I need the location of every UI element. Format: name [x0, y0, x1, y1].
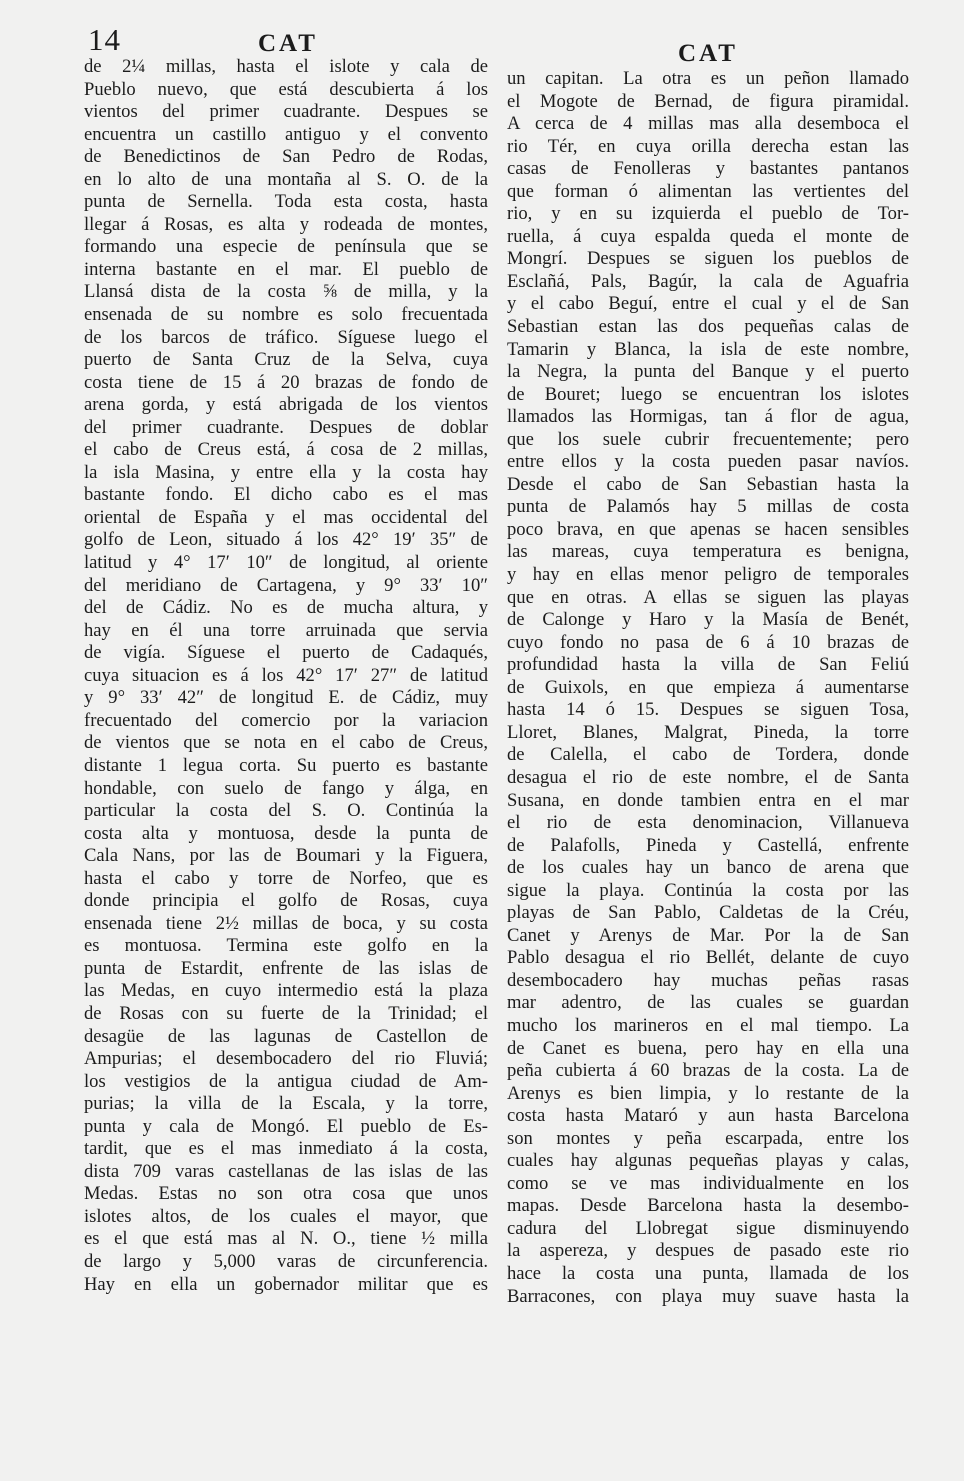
- text-line: sigue la playa. Continúa la costa por las: [507, 879, 909, 901]
- text-line: puerto de Santa Cruz de la Selva, cuya: [84, 349, 488, 371]
- text-line: de 2¼ millas, hasta el islote y cala de: [84, 56, 488, 77]
- text-line: Canet y Arenys de Mar. Por la de San: [507, 924, 909, 946]
- text-line: y hay en ellas menor peligro de temporales: [507, 564, 909, 586]
- text-line: las mareas, cuya temperatura es benigna,: [507, 541, 909, 563]
- text-line: playas de San Pablo, Caldetas de la Créu,: [507, 902, 909, 924]
- text-line: son montes y peña escarpada, entre los: [507, 1127, 909, 1149]
- right-text-column: [507, 68, 909, 1308]
- text-line: Sebastian estan las dos pequeñas calas de: [507, 316, 909, 338]
- text-line: Pablo desagua el rio Bellét, delante de cuyo: [507, 947, 909, 969]
- text-line: cuales hay algunas pequeñas playas y calas,: [507, 1150, 909, 1172]
- text-line: los vestigios de la antigua ciudad de Am-: [84, 1070, 488, 1092]
- text-line: de Benedictinos de San Pedro de Rodas,: [84, 146, 488, 168]
- text-line: mar adentro, de las cuales se guardan: [507, 992, 909, 1014]
- text-line: hasta el cabo y torre de Norfeo, que es: [84, 867, 488, 889]
- text-line: de los cuales hay un banco de arena que: [507, 857, 909, 879]
- text-line: mucho los marineros en el mal tiempo. La: [507, 1014, 909, 1036]
- text-line: tardit, que es el mas inmediato á la costa,: [84, 1138, 488, 1160]
- text-line: y el cabo Beguí, entre el cual y el de San: [507, 293, 909, 315]
- text-line: formando una especie de península que se: [84, 236, 488, 258]
- text-line: el cabo de Creus está, á cosa de 2 millas,: [84, 439, 488, 461]
- text-line: de Rosas con su fuerte de la Trinidad; el: [84, 1002, 488, 1024]
- text-line: Llansá dista de la costa ⅝ de milla, y la: [84, 281, 488, 303]
- text-line: de largo y 5,000 varas de circunferencia.: [84, 1250, 488, 1272]
- text-line: rio, y en su izquierda el pueblo de Tor-: [507, 203, 909, 225]
- text-line: profundidad hasta la villa de San Feliú: [507, 654, 909, 676]
- text-line: casas de Fenolleras y bastantes pantanos: [507, 158, 909, 180]
- text-line: en lo alto de una montaña al S. O. de la: [84, 168, 488, 190]
- text-line: Arenys es bien limpia, y lo restante de la: [507, 1082, 909, 1104]
- text-line: las Medas, en cuyo intermedio está la plaza: [84, 980, 488, 1002]
- text-line: Medas. Estas no son otra cosa que unos: [84, 1183, 488, 1205]
- text-line: de Bouret; luego se encuentran los islotes: [507, 383, 909, 405]
- text-line: de Palafolls, Pineda y Castellá, enfrente: [507, 834, 909, 856]
- text-line: latitud y 4° 17′ 10″ de longitud, al oriente: [84, 552, 488, 574]
- running-head-left: CAT: [258, 30, 318, 57]
- text-line: costa hasta Mataró y aun hasta Barcelona: [507, 1105, 909, 1127]
- text-line: Tamarin y Blanca, la isla de este nombre,: [507, 338, 909, 360]
- text-line: Hay en ella un gobernador militar que es: [84, 1273, 488, 1295]
- text-line: la aspereza, y despues de pasado este rio: [507, 1240, 909, 1262]
- text-line: de vigía. Síguese el puerto de Cadaqués,: [84, 642, 488, 664]
- text-line: Mongrí. Despues se siguen los pueblos de: [507, 248, 909, 270]
- text-line: de los barcos de tráfico. Síguese luego el: [84, 326, 488, 348]
- text-line: que forman ó alimentan las vertientes del: [507, 180, 909, 202]
- text-line: ruella, á cuya espalda queda el monte de: [507, 225, 909, 247]
- text-line: islotes altos, de los cuales el mayor, que: [84, 1205, 488, 1227]
- text-line: de Canet es buena, pero hay en ella una: [507, 1037, 909, 1059]
- text-line: es montuosa. Termina este golfo en la: [84, 935, 488, 957]
- text-line: cuyo fondo no pasa de 6 á 10 brazas de: [507, 631, 909, 653]
- text-line: peña cubierta á 60 brazas de la costa. La de: [507, 1060, 909, 1082]
- text-line: llamados las Hormigas, tan á flor de agua,: [507, 406, 909, 428]
- text-line: bastante fondo. El dicho cabo es el mas: [84, 484, 488, 506]
- text-line: Susana, en donde tambien entra en el mar: [507, 789, 909, 811]
- text-line: vientos del primer cuadrante. Despues se: [84, 101, 488, 123]
- text-line: hasta 14 ó 15. Despues se siguen Tosa,: [507, 699, 909, 721]
- text-line: golfo de Leon, situado á los 42° 19′ 35″ de: [84, 529, 488, 551]
- text-line: costa tiene de 15 á 20 brazas de fondo de: [84, 371, 488, 393]
- text-line: interna bastante en el mar. El pueblo de: [84, 258, 488, 280]
- text-line: que los suele cubrir frecuentemente; pero: [507, 428, 909, 450]
- text-line: donde principia el golfo de Rosas, cuya: [84, 890, 488, 912]
- text-line: frecuentado del comercio por la variacion: [84, 709, 488, 731]
- text-line: particular la costa del S. O. Continúa la: [84, 800, 488, 822]
- text-line: hace la costa una punta, llamada de los: [507, 1262, 909, 1284]
- text-line: cadura del Llobregat sigue disminuyendo: [507, 1217, 909, 1239]
- text-line: es el que está mas al N. O., tiene ½ milla: [84, 1228, 488, 1250]
- text-line: ensenada de su nombre es solo frecuentada: [84, 304, 488, 326]
- text-line: la isla Masina, y entre ella y la costa hay: [84, 461, 488, 483]
- text-line: del de Cádiz. No es de mucha altura, y: [84, 597, 488, 619]
- text-line: distante 1 legua corta. Su puerto es bastante: [84, 754, 488, 776]
- text-line: Cala Nans, por las de Boumari y la Figuera,: [84, 845, 488, 867]
- text-line: el Mogote de Bernad, de figura piramidal.: [507, 90, 909, 112]
- text-line: Desde el cabo de San Sebastian hasta la: [507, 473, 909, 495]
- text-line: A cerca de 4 millas mas alla desemboca el: [507, 113, 909, 135]
- text-line: mapas. Desde Barcelona hasta la desembo-: [507, 1195, 909, 1217]
- text-line: llegar á Rosas, es alta y rodeada de montes,: [84, 213, 488, 235]
- text-line: desembocadero hay muchas peñas rasas: [507, 969, 909, 991]
- text-line: cuya situacion es á los 42° 17′ 27″ de latitud: [84, 664, 488, 686]
- text-line: hondable, con suelo de fango y álga, en: [84, 777, 488, 799]
- text-line: encuentra un castillo antiguo y el convento: [84, 123, 488, 145]
- text-line: Pueblo nuevo, que está descubierta á los: [84, 78, 488, 100]
- text-line: Esclañá, Pals, Bagúr, la cala de Aguafria: [507, 270, 909, 292]
- text-line: del primer cuadrante. Despues de doblar: [84, 416, 488, 438]
- text-line: punta y cala de Mongó. El pueblo de Es-: [84, 1115, 488, 1137]
- text-line: como se ve mas individualmente en los: [507, 1172, 909, 1194]
- text-line: de Calonge y Haro y la Masía de Benét,: [507, 609, 909, 631]
- text-line: un capitan. La otra es un peñon llamado: [507, 68, 909, 89]
- text-line: entre ellos y la costa pueden pasar navíos.: [507, 451, 909, 473]
- text-line: Lloret, Blanes, Malgrat, Pineda, la torre: [507, 721, 909, 743]
- text-line: Ampurias; el desembocadero del rio Fluviá;: [84, 1048, 488, 1070]
- text-line: punta de Palamós hay 5 millas de costa: [507, 496, 909, 518]
- running-head-right: CAT: [678, 40, 738, 67]
- text-line: punta de Sernella. Toda esta costa, hasta: [84, 191, 488, 213]
- text-line: Barracones, con playa muy suave hasta la: [507, 1285, 909, 1307]
- text-line: el rio de esta denominacion, Villanueva: [507, 812, 909, 834]
- text-line: ensenada tiene 2½ millas de boca, y su costa: [84, 912, 488, 934]
- text-line: desagüe de las lagunas de Castellon de: [84, 1025, 488, 1047]
- text-line: de Calella, el cabo de Tordera, donde: [507, 744, 909, 766]
- text-line: de vientos que se nota en el cabo de Creus,: [84, 732, 488, 754]
- text-line: punta de Estardit, enfrente de las islas de: [84, 957, 488, 979]
- text-line: purias; la villa de la Escala, y la torre,: [84, 1093, 488, 1115]
- text-line: arena gorda, y está abrigada de los vientos: [84, 394, 488, 416]
- text-line: poco brava, en que apenas se hacen sensibles: [507, 518, 909, 540]
- text-line: la Negra, la punta del Banque y el puerto: [507, 361, 909, 383]
- text-line: que en otras. A ellas se siguen las playas: [507, 586, 909, 608]
- text-line: de Guixols, en que empieza á aumentarse: [507, 676, 909, 698]
- text-line: rio Tér, en cuya orilla derecha estan las: [507, 135, 909, 157]
- text-line: del meridiano de Cartagena, y 9° 33′ 10″: [84, 574, 488, 596]
- text-line: hay en él una torre arruinada que servia: [84, 619, 488, 641]
- text-line: costa alta y montuosa, desde la punta de: [84, 822, 488, 844]
- text-line: desagua el rio de este nombre, el de Santa: [507, 766, 909, 788]
- left-text-column: [84, 56, 488, 1296]
- text-line: oriental de España y el mas occidental del: [84, 506, 488, 528]
- text-line: dista 709 varas castellanas de las islas de las: [84, 1160, 488, 1182]
- text-line: y 9° 33′ 42″ de longitud E. de Cádiz, muy: [84, 687, 488, 709]
- page-number: 14: [88, 22, 121, 57]
